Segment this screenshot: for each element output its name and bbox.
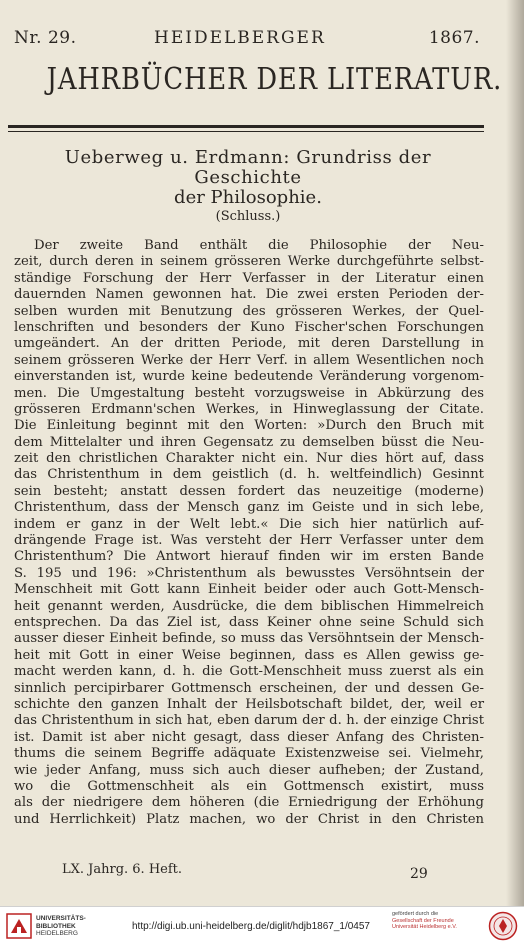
header-rule-thin <box>8 131 484 132</box>
text-line: heit genannt werden, Ausdrücke, die dem biblischen Himmelreich <box>14 598 484 614</box>
text-line: Christenthum? Die Antwort hierauf finden wir im ersten Bande <box>14 549 484 565</box>
page-number: 29 <box>410 866 428 882</box>
digital-library-bar <box>0 906 524 945</box>
text-line: dauernden Namen gewonnen hat. Die zwei ersten Perioden der- <box>14 287 484 303</box>
text-line: wo die Gottmenschheit als ein Gottmensch existirt, muss <box>14 778 484 794</box>
text-line: ständige Forschung der Herr Verfasser in der Literatur einen <box>14 270 484 286</box>
text-line: macht werden kann, d. h. die Gott-Menschheit muss zuerst als ein <box>14 664 484 680</box>
article-body <box>14 238 484 828</box>
text-line: sinnlich percipirbarer Gottmensch erscheinen, der und dessen Ge- <box>14 680 484 696</box>
journal-title: JAHRBÜCHER DER LITERATUR. <box>46 62 503 97</box>
text-line: das Christenthum in sich hat, eben darum der d. h. der einzige Christ <box>14 713 484 729</box>
text-line: entsprechen. Da das Ziel ist, dass Keiner ohne seine Schuld sich <box>14 614 484 630</box>
text-line: Die Einleitung beginnt mit den Worten: »Durch den Bruch mit <box>14 418 484 434</box>
signature-mark: LX. Jahrg. 6. Heft. <box>62 862 183 877</box>
library-name <box>36 915 86 938</box>
article-title-line1: Ueberweg u. Erdmann: Grundriss der Geschichte <box>64 147 432 188</box>
library-name-line3: HEIDELBERG <box>36 930 78 937</box>
text-line: und Herrlichkeit) Platz machen, wo der Christ in den Christen <box>14 811 484 827</box>
text-line: dem Mittelalter und ihren Gegensatz zu demselben büsst die Neu- <box>14 434 484 450</box>
library-name-line1: UNIVERSITÄTS- <box>36 915 86 922</box>
running-header <box>14 28 480 50</box>
text-line: als der niedrigere dem höheren (die Erniedrigung der Erhöhung <box>14 795 484 811</box>
text-line: sein besteht; anstatt dessen fordert das neuzeitige (moderne) <box>14 483 484 499</box>
text-line: grösseren Erdmann'schen Werkes, in Hinweglassung der Citate. <box>14 401 484 417</box>
text-line: lenschriften und besonders der Kuno Fischer'schen Forschungen <box>14 319 484 335</box>
text-line: umgeändert. An der dritten Periode, mit deren Darstellung in <box>14 336 484 352</box>
text-line: Menschheit mit Gott kann Einheit beider oder auch Gott-Mensch- <box>14 582 484 598</box>
article-title-line2: der Philosophie. <box>174 187 322 208</box>
text-line: S. 195 und 196: »Christenthum als bewusstes Versöhntsein der <box>14 565 484 581</box>
text-line: selben wurden mit Benutzung des grösseren Werkes, der Quel- <box>14 303 484 319</box>
page-edge-shadow <box>506 0 524 906</box>
funder-line1: Gesellschaft der Freunde <box>392 917 454 924</box>
funding-note <box>392 911 487 931</box>
text-line: ausser dieser Einheit befinde, so muss das Versöhntsein der Mensch- <box>14 631 484 647</box>
text-line: heit mit Gott in einer Weise beginnen, dass es Allen gewiss ge- <box>14 647 484 663</box>
university-library-logo-icon <box>6 913 32 939</box>
header-title: HEIDELBERGER <box>154 28 326 48</box>
text-line: einverstanden ist, wurde keine bedeutende Veränderung vorgenom- <box>14 369 484 385</box>
header-rule-thick <box>8 125 484 128</box>
university-seal-icon <box>488 911 518 941</box>
article-title <box>10 148 486 208</box>
issue-number: Nr. 29. <box>14 28 77 48</box>
text-line: indem er ganz in der Welt lebt.« Die sich hier natürlich auf- <box>14 516 484 532</box>
text-line: das Christenthum in dem geistlich (d. h. weltfeindlich) Gesinnt <box>14 467 484 483</box>
text-line: seinem grösseren Werke der Herr Verf. in allem Wesentlichen noch <box>14 352 484 368</box>
funder-line2: Universität Heidelberg e.V. <box>392 924 457 930</box>
text-line: men. Die Umgestaltung besteht vorzugsweise in Abkürzung des <box>14 385 484 401</box>
text-line: wie jeder Anfang, muss sich auch dieser aufheben; der Zustand, <box>14 762 484 778</box>
text-line: thums die seinem Begriffe adäquate Existenzweise sei. Vielmehr, <box>14 746 484 762</box>
article-subtitle: (Schluss.) <box>215 209 281 224</box>
text-line: drängende Frage ist. Was versteht der Herr Verfasser unter dem <box>14 533 484 549</box>
text-line: zeit den christlichen Charakter nicht ein. Nur dies hört auf, dass <box>14 451 484 467</box>
text-line: ist. Damit ist aber nicht gesagt, dass dieser Anfang des Christen- <box>14 729 484 745</box>
text-line: Christenthum, dass der Mensch ganz im Geiste und in sich lebe, <box>14 500 484 516</box>
header-year: 1867. <box>428 28 480 48</box>
library-name-line2: BIBLIOTHEK <box>36 922 76 930</box>
text-line: zeit, durch deren in seinem grösseren Werke durchgeführte selbst- <box>14 254 484 270</box>
funded-by-label: gefördert durch die <box>392 911 439 917</box>
permalink-url[interactable]: http://digi.ub.uni-heidelberg.de/diglit/hdjb1867_1/0457 <box>132 921 370 932</box>
text-line: Der zweite Band enthält die Philosophie der Neu- <box>34 238 484 253</box>
text-line: schichte den ganzen Inhalt der Heilsbotschaft bildet, der, weil er <box>14 696 484 712</box>
